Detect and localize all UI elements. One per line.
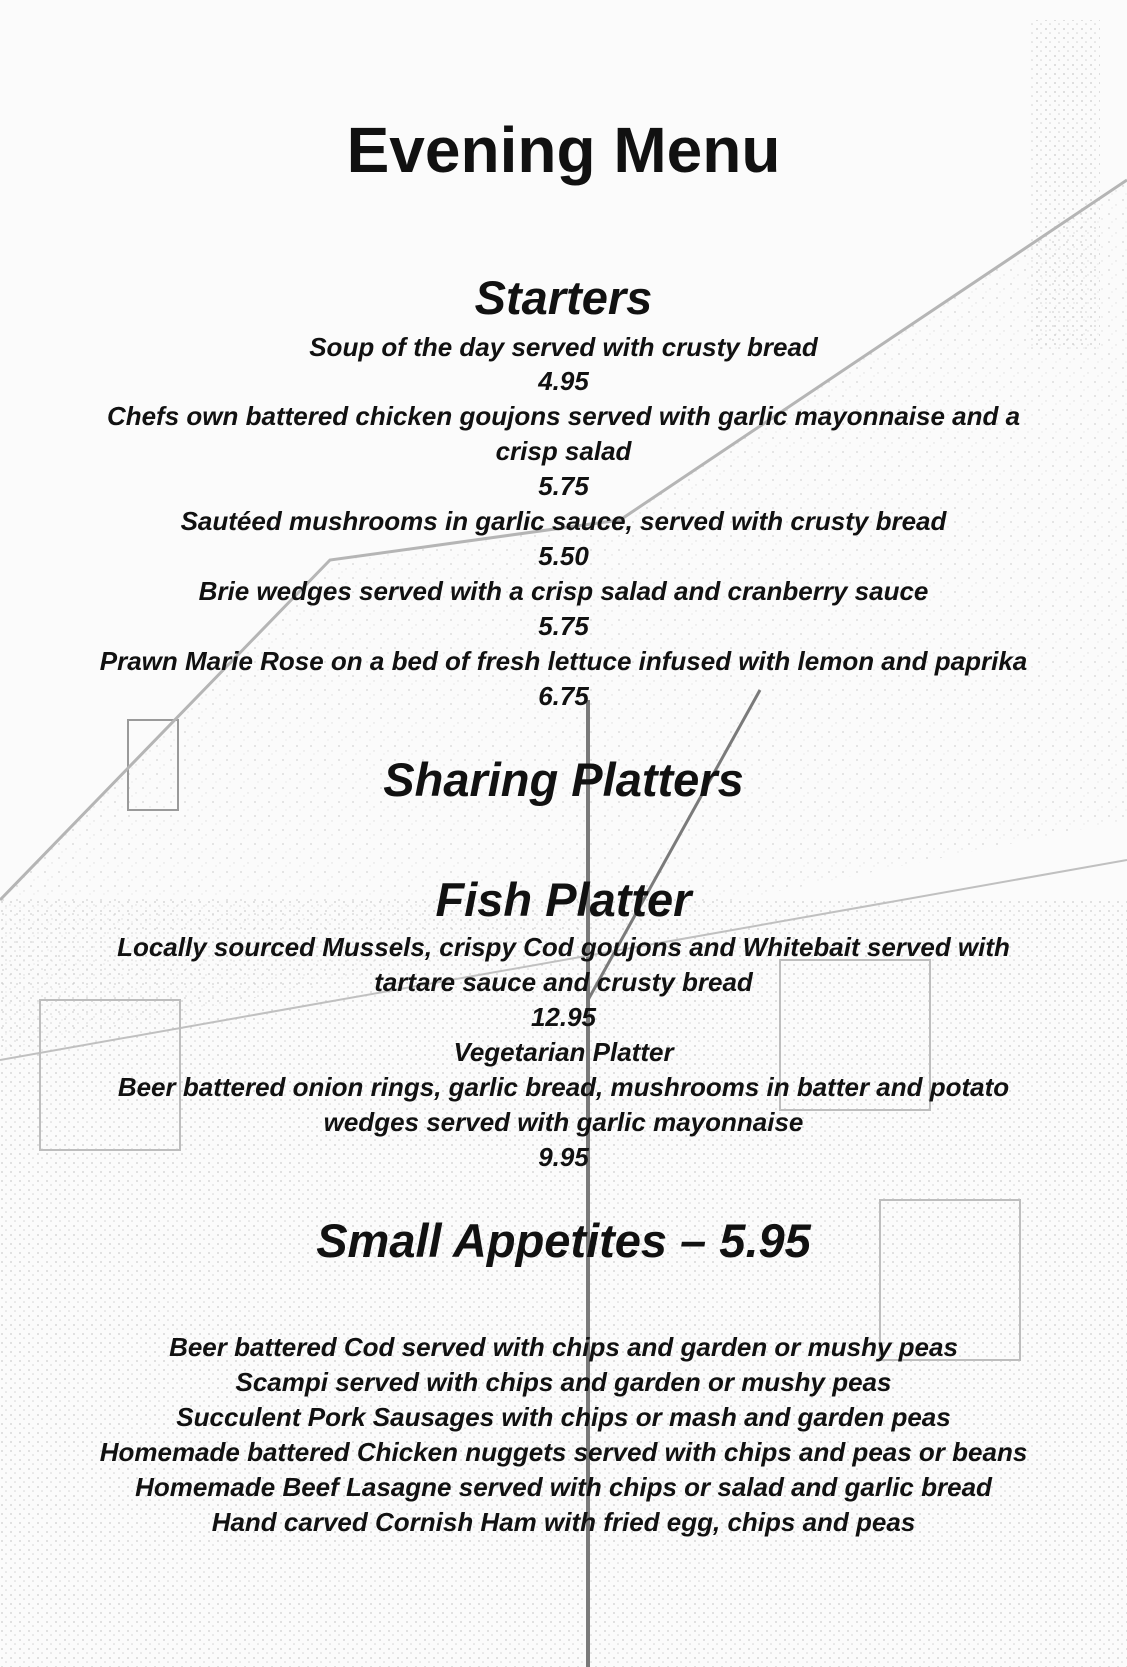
starter-item-price: 5.50 bbox=[538, 541, 589, 571]
starter-item-name: Soup of the day served with crusty bread bbox=[309, 332, 818, 362]
vegetarian-platter-name: Vegetarian Platter bbox=[453, 1037, 674, 1067]
small-appetites-item: Homemade battered Chicken nuggets served with chips and peas or beans bbox=[99, 1437, 1028, 1467]
starter-item-name: Chefs own battered chicken goujons served with garlic mayonnaise and a bbox=[106, 401, 1021, 431]
small-appetites-heading: Small Appetites – 5.95 bbox=[316, 1214, 811, 1267]
fish-platter-description: Locally sourced Mussels, crispy Cod goujons and Whitebait served with bbox=[117, 932, 1010, 962]
vegetarian-platter-price: 9.95 bbox=[538, 1142, 589, 1172]
small-appetites-item: Homemade Beef Lasagne served with chips or salad and garlic bread bbox=[135, 1472, 992, 1502]
starter-item-price: 5.75 bbox=[538, 471, 589, 501]
fish-platter-price: 12.95 bbox=[530, 1002, 597, 1032]
starter-item-name: Brie wedges served with a crisp salad and cranberry sauce bbox=[198, 576, 929, 606]
fish-platter-heading: Fish Platter bbox=[435, 873, 692, 926]
starter-item-price: 4.95 bbox=[538, 366, 589, 396]
small-appetites-item: Hand carved Cornish Ham with fried egg, chips and peas bbox=[211, 1507, 916, 1537]
sharing-platters-heading: Sharing Platters bbox=[383, 753, 744, 806]
small-appetites-item: Succulent Pork Sausages with chips or mash and garden peas bbox=[176, 1402, 951, 1432]
starter-item-price: 6.75 bbox=[538, 681, 589, 711]
starter-item-name: Sautéed mushrooms in garlic sauce, served with crusty bread bbox=[180, 506, 947, 536]
starter-item-name: Prawn Marie Rose on a bed of fresh lettuce infused with lemon and paprika bbox=[99, 646, 1028, 676]
menu-title: Evening Menu bbox=[346, 114, 781, 186]
small-appetites-item: Beer battered Cod served with chips and garden or mushy peas bbox=[169, 1332, 958, 1362]
small-appetites-item: Scampi served with chips and garden or mushy peas bbox=[235, 1367, 892, 1397]
vegetarian-platter-description-continued: wedges served with garlic mayonnaise bbox=[323, 1107, 804, 1137]
vegetarian-platter-description: Beer battered onion rings, garlic bread, mushrooms in batter and potato bbox=[117, 1072, 1010, 1102]
starter-item-name-continued: crisp salad bbox=[495, 436, 632, 466]
starters-heading: Starters bbox=[474, 271, 653, 324]
fish-platter-description-continued: tartare sauce and crusty bread bbox=[374, 967, 753, 997]
starter-item-price: 5.75 bbox=[538, 611, 589, 641]
